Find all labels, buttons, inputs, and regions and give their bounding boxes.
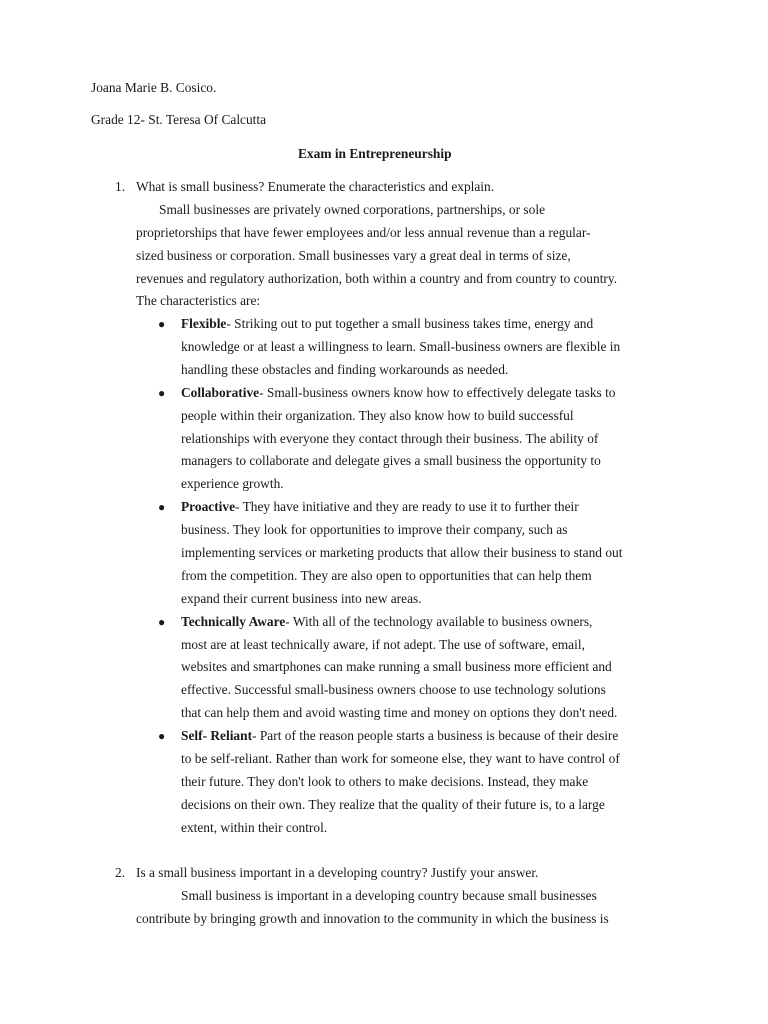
characteristic-line: handling these obstacles and finding workarounds as needed. xyxy=(181,362,509,377)
bullet-icon: ● xyxy=(158,615,166,629)
answer-line: contribute by bringing growth and innovation to the community in which the business is xyxy=(136,911,609,926)
characteristic-line: Proactive- They have initiative and they are ready to use it to further their xyxy=(181,499,579,514)
characteristic-line: managers to collaborate and delegate gives a small business the opportunity to xyxy=(181,453,601,468)
characteristic-line: experience growth. xyxy=(181,476,284,491)
answer-line: proprietorships that have fewer employees and/or less annual revenue than a regular- xyxy=(136,225,591,240)
document-title: Exam in Entrepreneurship xyxy=(298,146,452,161)
characteristic-line: that can help them and avoid wasting time and money on options they don't need. xyxy=(181,705,618,720)
characteristic-line: Collaborative- Small-business owners know how to effectively delegate tasks to xyxy=(181,385,616,400)
characteristic-line: relationships with everyone they contact through their business. The ability of xyxy=(181,431,599,446)
characteristic-term: Proactive xyxy=(181,499,236,514)
characteristic-line: extent, within their control. xyxy=(181,820,328,835)
student-grade: Grade 12- St. Teresa Of Calcutta xyxy=(91,112,267,127)
bullet-icon: ● xyxy=(158,500,166,514)
question-number: 1. xyxy=(115,179,126,194)
question-number: 2. xyxy=(115,865,126,880)
student-name: Joana Marie B. Cosico. xyxy=(91,80,217,95)
characteristic-term: Technically Aware xyxy=(181,614,286,629)
bullet-icon: ● xyxy=(158,317,166,331)
characteristic-line: from the competition. They are also open to opportunities that can help them xyxy=(181,568,592,583)
characteristic-term: Collaborative xyxy=(181,385,260,400)
bullet-icon: ● xyxy=(158,386,166,400)
characteristic-line: Technically Aware- With all of the technology available to business owners, xyxy=(181,614,593,629)
characteristic-line: websites and smartphones can make running a small business more efficient and xyxy=(181,659,612,674)
characteristic-line: their future. They don't look to others to make decisions. Instead, they make xyxy=(181,774,589,789)
answer-line: sized business or corporation. Small businesses vary a great deal in terms of size, xyxy=(136,248,571,263)
characteristic-line: Self- Reliant- Part of the reason people starts a business is because of their desire xyxy=(181,728,619,743)
answer-line: Small businesses are privately owned corporations, partnerships, or sole xyxy=(159,202,546,217)
answer-line: Small business is important in a developing country because small businesses xyxy=(181,888,597,903)
characteristic-line: effective. Successful small-business owners choose to use technology solutions xyxy=(181,682,606,697)
answer-line: revenues and regulatory authorization, both within a country and from country to country. xyxy=(136,271,618,286)
characteristic-line: most are at least technically aware, if not adept. The use of software, email, xyxy=(181,637,585,652)
characteristic-line: Flexible- Striking out to put together a small business takes time, energy and xyxy=(181,316,594,331)
characteristic-line: to be self-reliant. Rather than work for someone else, they want to have control of xyxy=(181,751,620,766)
characteristic-term: Flexible xyxy=(181,316,227,331)
question-text: Is a small business important in a developing country? Justify your answer. xyxy=(136,865,539,880)
characteristic-line: expand their current business into new areas. xyxy=(181,591,422,606)
characteristic-line: decisions on their own. They realize that the quality of their future is, to a large xyxy=(181,797,605,812)
answer-line: The characteristics are: xyxy=(136,293,261,308)
characteristic-line: implementing services or marketing products that allow their business to stand out xyxy=(181,545,623,560)
characteristic-line: knowledge or at least a willingness to learn. Small-business owners are flexible in xyxy=(181,339,621,354)
characteristic-line: people within their organization. They also know how to build successful xyxy=(181,408,574,423)
question-text: What is small business? Enumerate the characteristics and explain. xyxy=(136,179,495,194)
bullet-icon: ● xyxy=(158,729,166,743)
characteristic-line: business. They look for opportunities to improve their company, such as xyxy=(181,522,568,537)
characteristic-term: Self- Reliant xyxy=(181,728,253,743)
